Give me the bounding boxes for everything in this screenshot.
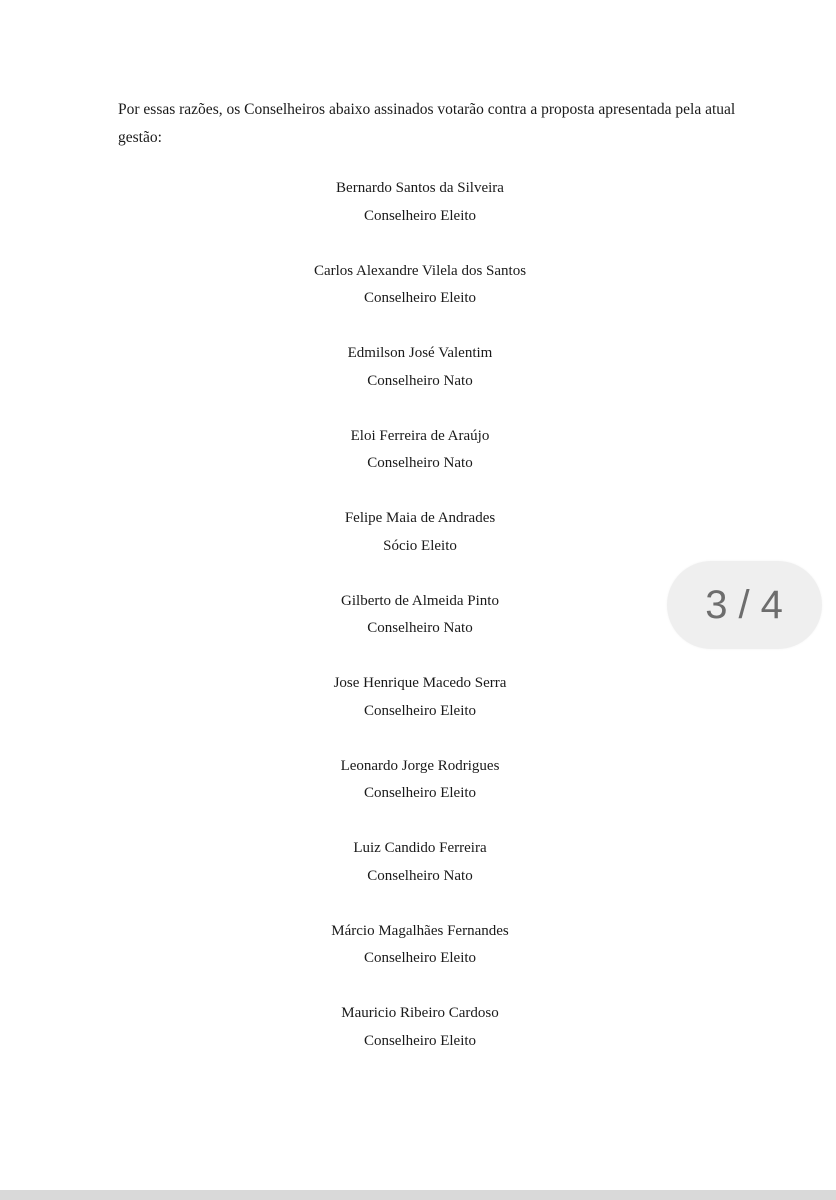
signature-block: [0, 175, 836, 258]
total-pages-number: 4: [760, 582, 784, 627]
current-page-number: 3: [705, 582, 729, 627]
signature-block: [0, 423, 836, 506]
signatory-role: Conselheiro Nato: [367, 867, 473, 884]
signatory-role: Conselheiro Nato: [367, 372, 473, 389]
signatory-role: Conselheiro Eleito: [363, 1032, 477, 1049]
signatory-role: Conselheiro Eleito: [363, 702, 477, 719]
signatory-name: Bernardo Santos da Silveira: [336, 180, 504, 196]
signatory-name: Carlos Alexandre Vilela dos Santos: [313, 262, 527, 279]
signatory-name: Gilberto de Almeida Pinto: [341, 592, 499, 609]
signatory-name: Márcio Magalhães Fernandes: [331, 922, 509, 939]
signatory-role: Sócio Eleito: [383, 537, 457, 554]
signatory-role: Conselheiro Eleito: [363, 207, 477, 224]
signature-block: [0, 670, 836, 753]
signature-block: [0, 753, 836, 836]
signature-block: [0, 918, 836, 1001]
signatory-name: Eloi Ferreira de Araújo: [350, 427, 490, 444]
signatory-name: Jose Henrique Macedo Serra: [333, 675, 507, 691]
signatory-role: Conselheiro Nato: [367, 620, 473, 636]
signatory-role: Conselheiro Eleito: [363, 290, 477, 306]
signatory-role: Conselheiro Nato: [367, 455, 473, 471]
signatory-role: Conselheiro Eleito: [363, 785, 477, 801]
signature-block: [0, 258, 836, 341]
signatory-name: Luiz Candido Ferreira: [353, 840, 487, 856]
signature-block: [0, 1000, 836, 1083]
signatory-name: Edmilson José Valentim: [347, 345, 493, 361]
signatory-name: Mauricio Ribeiro Cardoso: [341, 1005, 499, 1021]
intro-paragraph: Por essas razões, os Conselheiros abaixo assinados votarão contra a proposta apresentada pela atual gestão:: [118, 101, 736, 146]
page-separator: /: [738, 582, 751, 627]
viewer-bottom-edge: [0, 1190, 836, 1200]
signatory-role: Conselheiro Eleito: [363, 950, 477, 966]
signatory-name: Felipe Maia de Andrades: [344, 510, 496, 526]
signatory-name: Leonardo Jorge Rodrigues: [340, 757, 500, 774]
signature-block: [0, 835, 836, 918]
page-indicator[interactable]: [667, 561, 822, 649]
signature-block: [0, 340, 836, 423]
